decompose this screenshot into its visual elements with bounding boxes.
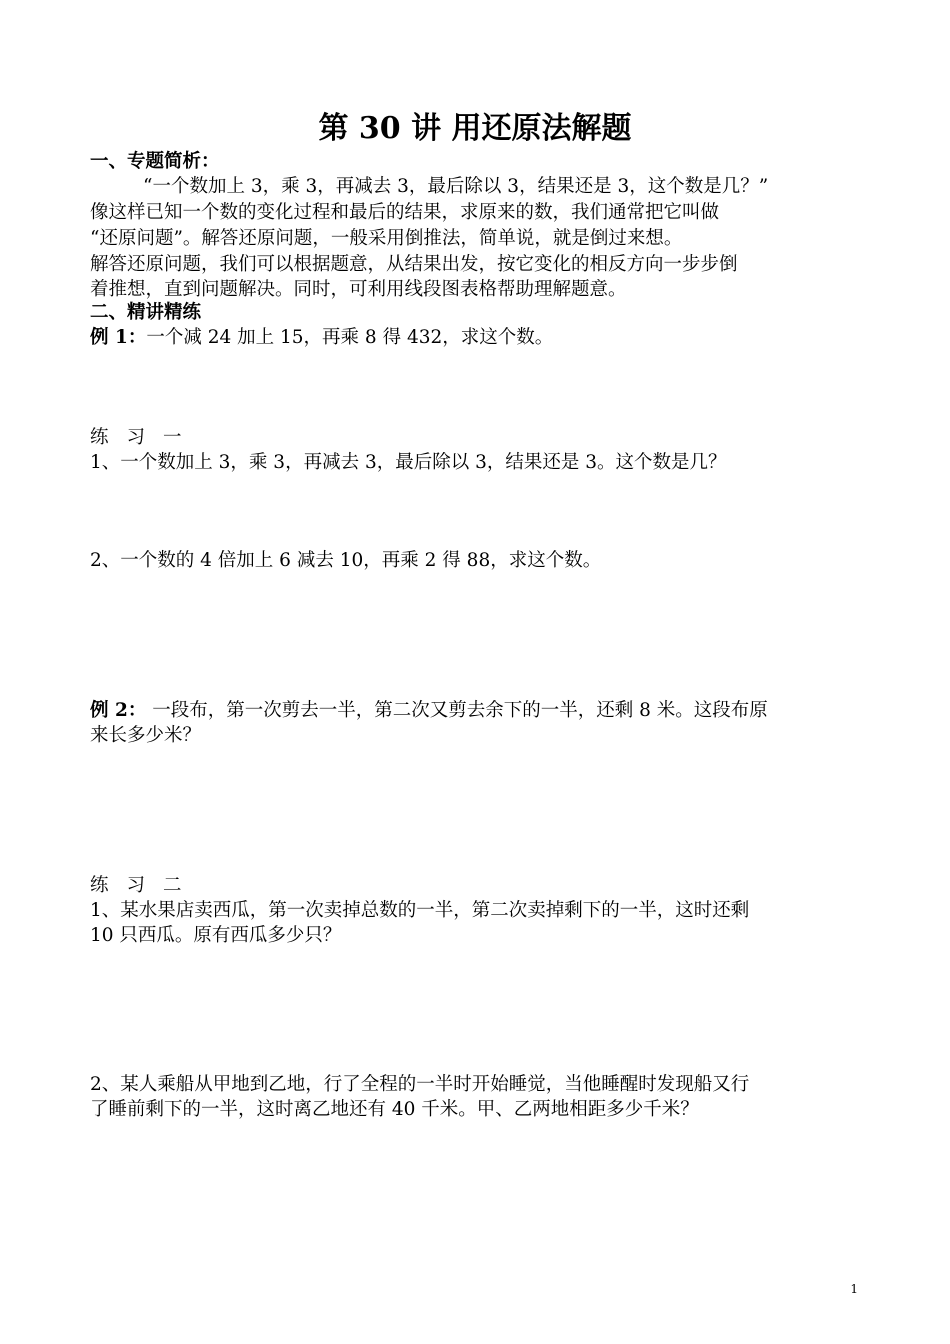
practice-1-question-1: 1、一个数加上 3，乘 3，再减去 3，最后除以 3，结果还是 3。这个数是几？ <box>90 452 727 473</box>
example-1 <box>90 325 860 350</box>
practice-1-heading: 练习一 <box>90 427 200 448</box>
analysis-line-1: “一个数加上 3，乘 3，再减去 3，最后除以 3，结果还是 3，这个数是几？” <box>143 176 769 197</box>
example-2-label: 例 2： <box>90 700 147 721</box>
section-heading-analysis: 一、专题简析： <box>90 151 220 172</box>
practice-2-question-2-line-2: 了睡前剩下的一半，这时离乙地还有 40 千米。甲、乙两地相距多少千米？ <box>90 1099 699 1120</box>
practice-2-question-1-line-2: 10 只西瓜。原有西瓜多少只？ <box>90 925 342 946</box>
analysis-line-2: 像这样已知一个数的变化过程和最后的结果，求原来的数，我们通常把它叫做 <box>90 202 720 223</box>
analysis-line-4: 解答还原问题，我们可以根据题意，从结果出发，按它变化的相反方向一步步倒 <box>90 254 738 275</box>
practice-1-question-2: 2、一个数的 4 倍加上 6 减去 10，再乘 2 得 88，求这个数。 <box>90 550 602 571</box>
practice-2-heading: 练习二 <box>90 875 200 896</box>
example-2-line-1 <box>90 698 860 723</box>
example-1-label: 例 1： <box>90 327 147 348</box>
analysis-line-5: 着推想，直到问题解决。同时，可利用线段图表格帮助理解题意。 <box>90 279 627 300</box>
page-title: 第 30 讲 用还原法解题 <box>318 111 632 146</box>
section-heading-practice: 二、精讲精练 <box>90 302 202 323</box>
example-2-line-2: 来长多少米？ <box>90 725 202 746</box>
practice-2-question-1-line-1: 1、某水果店卖西瓜，第一次卖掉总数的一半，第二次卖掉剩下的一半，这时还剩 <box>90 900 750 921</box>
example-1-text: 一个减 24 加上 15，再乘 8 得 432，求这个数。 <box>146 327 554 348</box>
analysis-line-3: “还原问题”。解答还原问题，一般采用倒推法，简单说，就是倒过来想。 <box>90 228 683 249</box>
example-2-text: 一段布，第一次剪去一半，第二次又剪去余下的一半，还剩 8 米。这段布原 <box>146 700 768 721</box>
practice-2-question-2-line-1: 2、某人乘船从甲地到乙地，行了全程的一半时开始睡觉，当他睡醒时发现船又行 <box>90 1074 750 1095</box>
page-number: 1 <box>850 1282 858 1296</box>
